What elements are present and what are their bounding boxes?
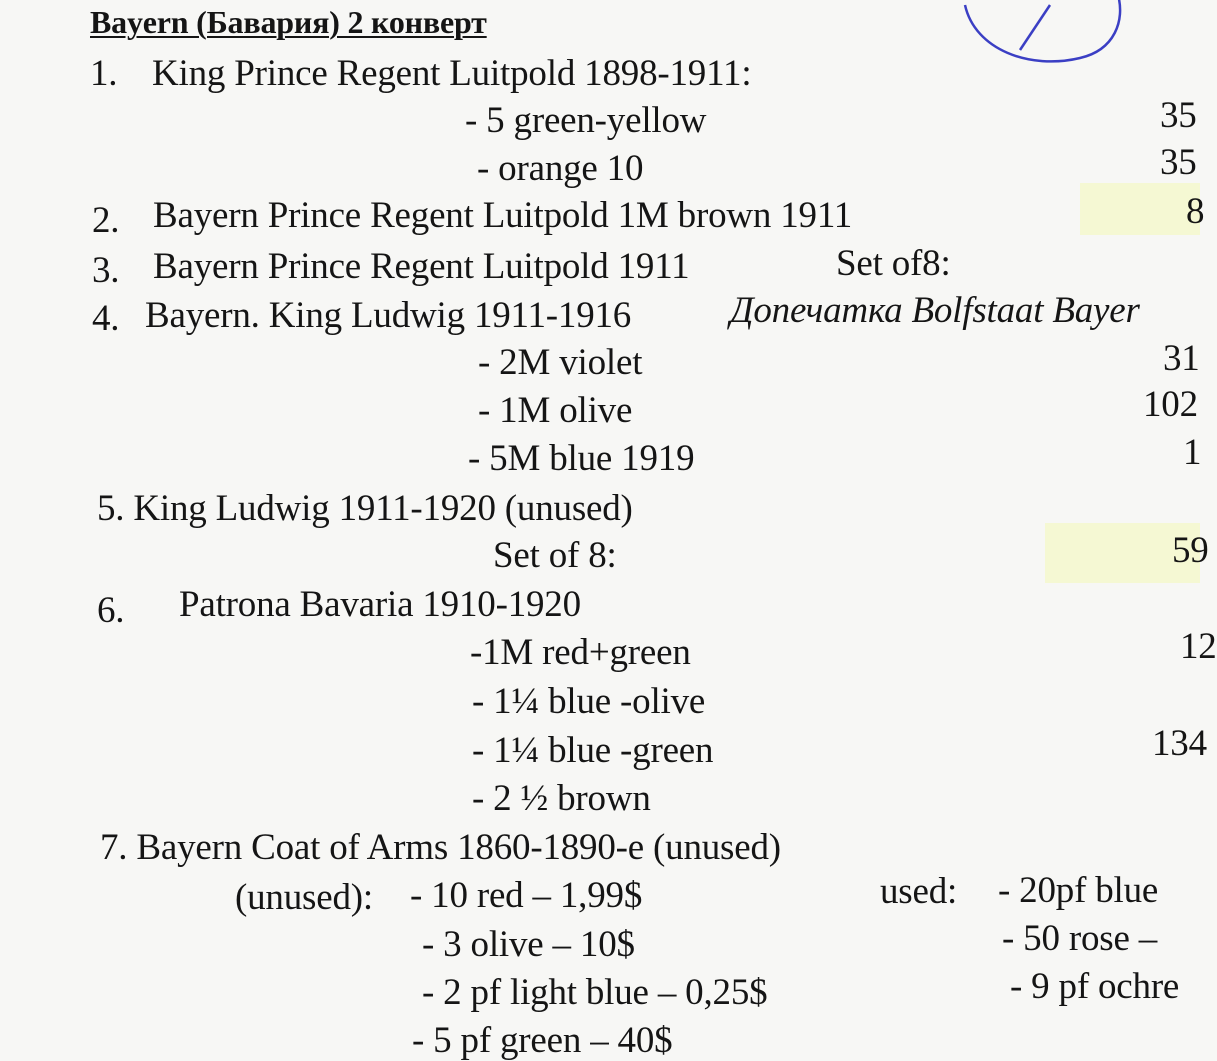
item-4-number: 4.	[92, 298, 120, 339]
item-2-number: 2.	[92, 200, 120, 241]
item-4b-price: 102	[1143, 384, 1198, 425]
item-3-text: Bayern Prince Regent Luitpold 1911	[153, 246, 690, 287]
item-7-unused-c: - 2 pf light blue – 0,25$	[422, 972, 768, 1013]
item-7-unused-label: (unused):	[235, 877, 373, 918]
pen-circle-mark	[940, 0, 1130, 90]
item-2-price: 8	[1186, 191, 1205, 232]
item-4b-text: - 1M olive	[478, 390, 633, 431]
item-4c-price: 1	[1183, 432, 1202, 473]
item-6c-price: 134	[1152, 723, 1207, 764]
item-5-text: 5. King Ludwig 1911-1920 (unused)	[97, 488, 633, 529]
item-6-text: Patrona Bavaria 1910-1920	[179, 584, 581, 625]
item-6c-text: - 1¼ blue -green	[472, 730, 714, 771]
page-title: Bayern (Бавария) 2 конверт	[90, 4, 487, 40]
item-4-overprint: Допечатка Bolfstaat Bayer	[730, 290, 1140, 331]
item-7-text: 7. Bayern Coat of Arms 1860-1890-e (unused)	[100, 827, 781, 868]
item-1a-text: - 5 green-yellow	[465, 100, 707, 141]
item-7-unused-a: - 10 red – 1,99$	[410, 875, 643, 916]
item-1a-price: 35	[1160, 95, 1197, 136]
item-7-used-b: - 50 rose –	[1002, 918, 1158, 959]
item-1-text: King Prince Regent Luitpold 1898-1911:	[152, 53, 752, 94]
item-3-number: 3.	[92, 250, 120, 291]
item-1b-price: 35	[1160, 142, 1197, 183]
item-4a-text: - 2M violet	[478, 342, 643, 383]
item-2-text: Bayern Prince Regent Luitpold 1M brown 1911	[153, 195, 853, 236]
item-4c-text: - 5M blue 1919	[468, 438, 695, 479]
item-5a-price: 59	[1172, 530, 1209, 571]
item-6a-price: 12	[1180, 626, 1217, 667]
item-1b-text: - orange 10	[477, 148, 644, 189]
item-6-number: 6.	[97, 590, 125, 631]
item-6d-text: - 2 ½ brown	[472, 778, 651, 819]
item-4a-price: 31	[1163, 338, 1200, 379]
item-3-extra: Set of8:	[836, 243, 951, 284]
highlight-mark-1	[1080, 183, 1200, 235]
item-5a-text: Set of 8:	[493, 535, 617, 576]
item-7-used-c: - 9 pf ochre	[1010, 966, 1180, 1007]
item-7-used-a: - 20pf blue	[998, 870, 1159, 911]
item-6a-text: -1M red+green	[470, 632, 691, 673]
item-7-unused-b: - 3 olive – 10$	[422, 924, 635, 965]
item-7-used-label: used:	[880, 871, 958, 912]
item-6b-text: - 1¼ blue -olive	[472, 681, 706, 722]
item-4-text: Bayern. King Ludwig 1911-1916	[145, 295, 632, 336]
item-1-number: 1.	[90, 53, 118, 94]
item-7-unused-d: - 5 pf green – 40$	[412, 1020, 673, 1061]
